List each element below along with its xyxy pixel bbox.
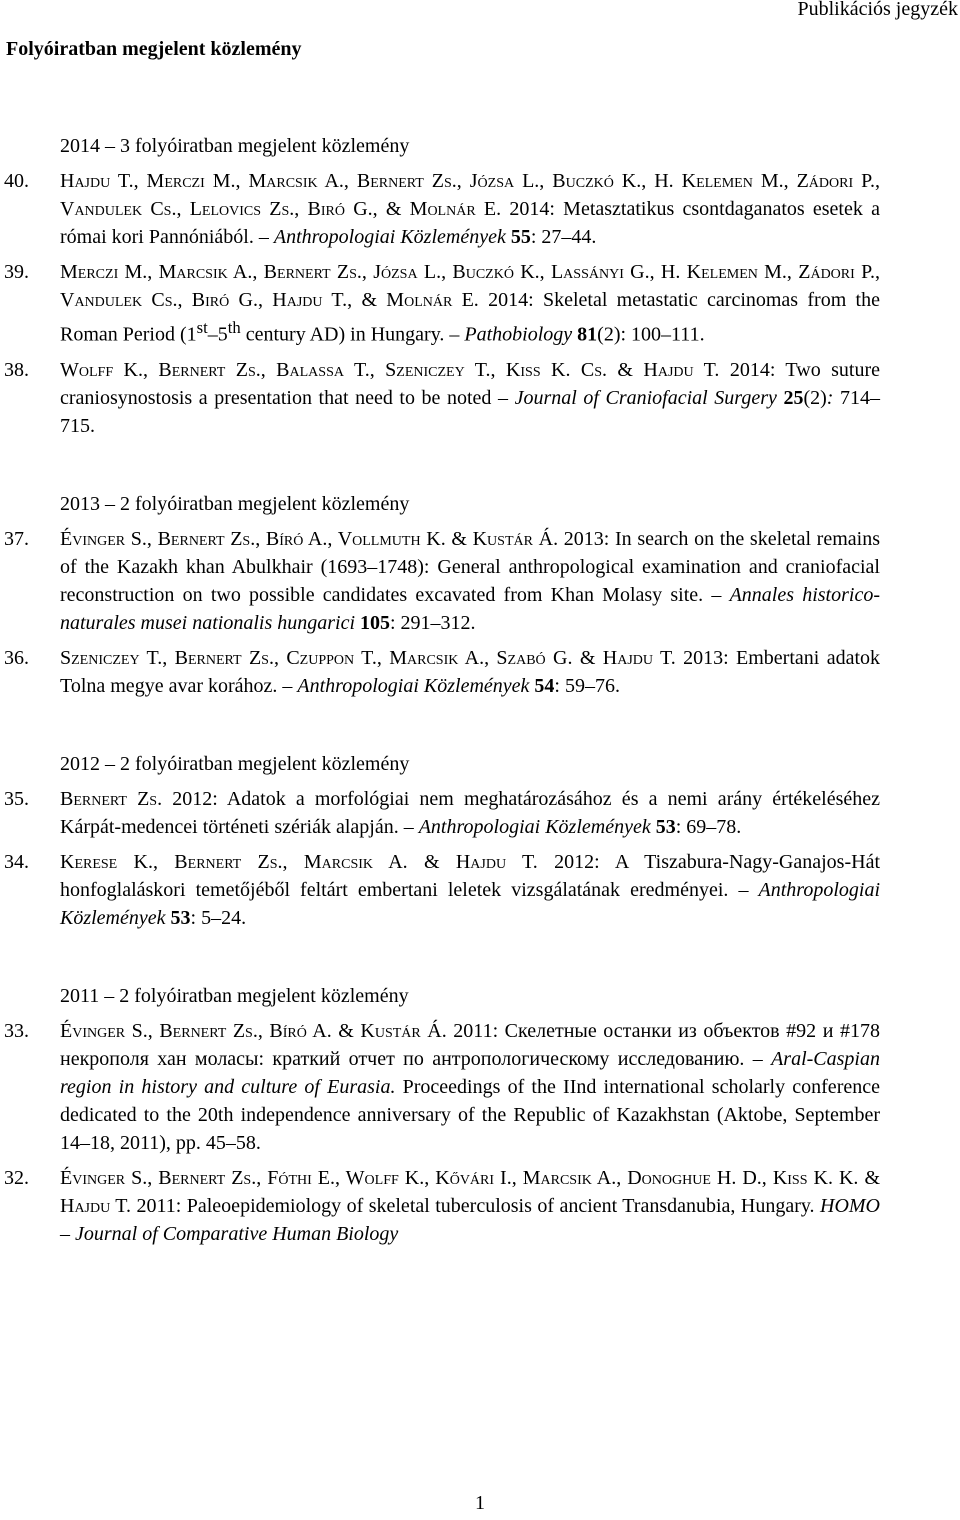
entry-text-segment: –5	[207, 323, 228, 346]
entry-spacer	[0, 160, 960, 167]
author-list: Évinger S., Bernert Zs., Bíró A. & Kustár Á.	[60, 1019, 447, 1042]
volume-number: 81	[577, 323, 598, 346]
superscript: st	[196, 318, 208, 337]
author-list: Kerese K., Bernert Zs., Marcsik A. & Hajdu T.	[60, 850, 538, 873]
entry-text-segment: century AD) in Hungary. –	[240, 323, 465, 346]
year-heading: 2012 – 2 folyóiratban megjelent közlemény	[60, 752, 410, 775]
journal-title: Anthropologiai Közlemények	[60, 878, 880, 929]
entry-text-segment: 2013: In search on the skeletal remains of the Kazakh khan Abulkhair (1693–1748): General anthropological examination and craniofacial reconstruction on two possible candidates excavated from Khan Molasy site. –	[60, 527, 880, 606]
entry-text	[60, 167, 880, 251]
entry-text	[60, 356, 880, 440]
entry-text-segment: 2014: Two suture craniosynostosis a presentation that need to be noted –	[60, 358, 880, 409]
entry-number: 36.	[4, 646, 29, 669]
entry-text-segment: (2): 100–111.	[597, 323, 705, 346]
entry-number: 37.	[4, 527, 29, 550]
volume-number: 105	[360, 611, 390, 634]
journal-title: Anthropologiai Közlemények	[273, 226, 506, 248]
entry-number: 32.	[4, 1166, 29, 1189]
section-spacer	[0, 932, 960, 982]
entry-text	[60, 848, 880, 932]
entry-spacer	[0, 637, 960, 644]
journal-title: Annales historico-naturales musei nationalis hungarici	[60, 583, 880, 634]
entry-number: 38.	[4, 358, 29, 381]
entry-spacer	[0, 518, 960, 525]
publication-entry	[0, 167, 960, 251]
entry-text-segment: 2011: Скелетные останки из объектов #92 и #178 некрополя хан моласы: краткий отчет по антропологическому исследованию. –	[60, 1019, 880, 1070]
entry-number: 33.	[4, 1019, 29, 1042]
entry-text	[60, 1017, 880, 1157]
year-heading: 2013 – 2 folyóiratban megjelent közlemény	[60, 492, 410, 515]
author-list: Hajdu T., Merczi M., Marcsik A., Bernert Zs., Józsa L., Buczkó K., H. Kelemen M., Zádori P., Vandulek Cs., Lelovics Zs., Biró G., & Molnár E.	[60, 170, 880, 220]
entry-text-segment: 2014: Skeletal metastatic carcinomas from the Roman Period (1	[60, 289, 880, 346]
publication-entry	[0, 848, 960, 932]
entry-text	[60, 785, 880, 841]
publication-entry	[0, 644, 960, 700]
section-spacer	[0, 700, 960, 750]
entry-spacer	[0, 778, 960, 785]
entry-text-segment: 2014: Metasztatikus csontdaganatos esetek a római kori Pannóniából. –	[60, 198, 880, 248]
entry-text	[60, 258, 880, 349]
year-heading: 2011 – 2 folyóiratban megjelent közlemény	[60, 984, 409, 1007]
entry-text-segment: : 69–78.	[675, 815, 742, 838]
entry-text-segment: 2013: Embertani adatok Tolna megye avar korához. –	[60, 646, 881, 697]
entry-spacer	[0, 251, 960, 258]
author-list: Évinger S., Bernert Zs., Bíró A., Vollmuth K. & Kustár Á.	[60, 527, 559, 550]
journal-title: Anthropologiai Közlemények	[418, 815, 651, 838]
entry-text-segment: 2012: A Tiszabura-Nagy-Ganajos-Hát honfoglaláskori temetőjéből feltárt embertani leletek vizsgálatának eredményei. –	[60, 850, 881, 901]
entry-text-segment: : 59–76.	[554, 674, 620, 697]
entry-text	[60, 525, 880, 637]
author-list: Wolff K., Bernert Zs., Balassa T., Szeniczey T., Kiss K. Cs. & Hajdu T.	[60, 358, 720, 381]
publication-entry	[0, 785, 960, 841]
volume-number: 25	[783, 386, 804, 409]
entry-spacer	[0, 841, 960, 848]
entry-number: 35.	[4, 787, 29, 810]
author-list: Merczi M., Marcsik A., Bernert Zs., Józsa L., Buczkó K., Lassányi G., H. Kelemen M., Zádori P., Vandulek Cs., Biró G., Hajdu T., & Molnár E.	[60, 261, 880, 311]
author-list: Bernert Zs.	[60, 787, 163, 810]
volume-number: 55	[510, 226, 531, 248]
journal-title: :	[826, 386, 834, 409]
entry-text-segment: 2012: Adatok a morfológiai nem meghatározásához és a nemi arány értékeléséhez Kárpát-medencei történeti szériák alapján. –	[60, 787, 880, 838]
entry-text-segment: : 5–24.	[190, 906, 247, 929]
entry-text-segment: Proceedings of the IInd international scholarly conference dedicated to the 20th independence anniversary of the Republic of Kazakhstan (Aktobe, September 14–18, 2011), pp. 45–58.	[60, 1075, 880, 1154]
publication-entry	[0, 1017, 960, 1157]
entry-text-segment: : 291–312.	[390, 611, 476, 634]
page-number: 1	[475, 1492, 485, 1514]
section-title: Folyóiratban megjelent közlemény	[6, 38, 302, 60]
entry-text-segment: 2011: Paleoepidemiology of skeletal tuberculosis of ancient Transdanubia, Hungary.	[131, 1194, 820, 1217]
author-list: Évinger S., Bernert Zs., Fóthi E., Wolff K., Kővári I., Marcsik A., Donoghue H. D., Kiss K. K. & Hajdu T.	[60, 1166, 880, 1217]
publication-list	[0, 132, 960, 1248]
publication-entry	[0, 258, 960, 349]
journal-title: Anthropologiai Közlemények	[297, 674, 530, 697]
journal-title: Journal of Craniofacial Surgery	[514, 386, 777, 409]
journal-title: Aral-Caspian region in history and culture of Eurasia.	[60, 1047, 880, 1098]
publication-entry	[0, 356, 960, 440]
entry-text-segment: : 27–44.	[530, 226, 597, 248]
entry-text	[60, 644, 880, 700]
entry-spacer	[0, 1157, 960, 1164]
entry-text-segment: 714–715.	[60, 386, 881, 437]
superscript: th	[227, 318, 241, 337]
entry-spacer	[0, 1010, 960, 1017]
year-heading: 2014 – 3 folyóiratban megjelent közlemény	[60, 135, 410, 157]
publication-entry	[0, 525, 960, 637]
entry-number: 34.	[4, 850, 29, 873]
volume-number: 54	[534, 674, 555, 697]
journal-title: HOMO – Journal of Comparative Human Biology	[60, 1194, 880, 1245]
entry-number: 39.	[4, 261, 29, 283]
volume-number: 53	[170, 906, 191, 929]
entry-number: 40.	[4, 170, 29, 192]
volume-number: 53	[655, 815, 676, 838]
journal-title: Pathobiology	[464, 323, 573, 346]
document-header-title: Publikációs jegyzék	[797, 0, 958, 20]
section-spacer	[0, 440, 960, 490]
entry-spacer	[0, 349, 960, 356]
entry-text	[60, 1164, 880, 1248]
author-list: Szeniczey T., Bernert Zs., Czuppon T., Marcsik A., Szabó G. & Hajdu T.	[60, 646, 676, 669]
entry-text-segment: (2)	[803, 386, 827, 409]
publication-entry	[0, 1164, 960, 1248]
